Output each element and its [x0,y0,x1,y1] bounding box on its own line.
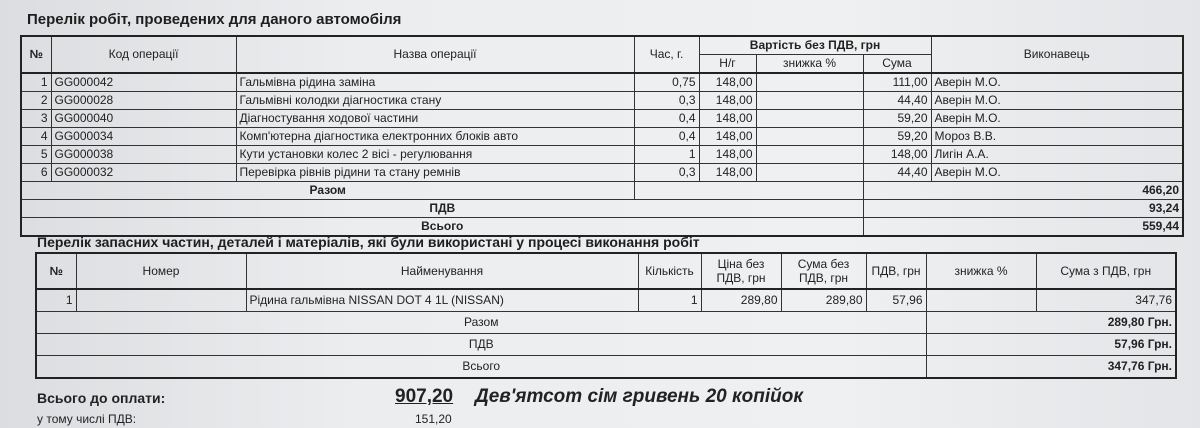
total-label: Всього до оплати: [37,390,166,406]
totals-row [36,356,1176,379]
totals-row [36,312,1176,334]
cell-sum: 111,00 [863,73,931,92]
totals-value: 289,80 Грн. [926,312,1176,334]
cell-qty: 1 [638,289,701,312]
header-num: № [21,36,51,73]
cell-num: 2 [21,92,51,110]
cell-num: 6 [21,164,51,182]
cell-performer: Аверін М.О. [931,110,1183,128]
header-code: Код операції [51,36,236,73]
table-row [21,73,1183,92]
header-qty: Кількість [638,253,701,289]
totals-label: ПДВ [36,334,926,356]
cell-num: 5 [21,146,51,164]
cell-name: Рідина гальмівна NISSAN DOT 4 1L (NISSAN) [246,289,638,312]
header-price: Ціна без ПДВ, грн [701,253,781,289]
cell-rate: 148,00 [699,73,756,92]
totals-label: Разом [21,182,634,200]
cell-sum: 148,00 [863,146,931,164]
cell-performer: Аверін М.О. [931,164,1183,182]
cell-num: 4 [21,128,51,146]
totals-label: Разом [36,312,926,334]
cell-hours: 0,3 [634,164,699,182]
table-row [21,146,1183,164]
parts-title: Перелік запасних частин, деталей і матеріалів, які були використані у процесі виконання робіт [37,234,700,250]
total-words: Дев'ятсот сім гривень 20 копійок [475,386,803,407]
totals-label: ПДВ [21,200,863,218]
works-title: Перелік робіт, проведених для даного автомобіля [27,11,402,28]
totals-row [21,200,1183,218]
totals-value: 93,24 [863,200,1183,218]
header-discount: знижка % [926,253,1036,289]
cell-code: GG000038 [51,146,236,164]
cell-hours: 1 [634,146,699,164]
table-row [21,110,1183,128]
cell-code: GG000034 [51,128,236,146]
cell-name: Комп'ютерна діагностика електронних блоків авто [236,128,634,146]
header-number: Номер [76,253,246,289]
empty-cell [634,182,863,200]
cell-num: 1 [21,73,51,92]
cell-price: 289,80 [701,289,781,312]
cell-discount [756,164,863,182]
cell-hours: 0,4 [634,128,699,146]
header-sum: Сума [863,55,931,74]
cell-code: GG000040 [51,110,236,128]
cell-sum: 44,40 [863,92,931,110]
cell-hours: 0,4 [634,110,699,128]
cell-sum_vat: 347,76 [1036,289,1176,312]
cell-num: 1 [36,289,76,312]
totals-value: 466,20 [863,182,1183,200]
cell-code: GG000028 [51,92,236,110]
totals-row [21,182,1183,200]
header-discount: знижка % [756,55,863,74]
totals-value: 57,96 Грн. [926,334,1176,356]
header-cost-group: Вартість без ПДВ, грн [699,36,931,55]
cell-rate: 148,00 [699,164,756,182]
cell-performer: Лигін А.А. [931,146,1183,164]
vat-label: у тому числі ПДВ: [37,412,137,426]
cell-sum: 44,40 [863,164,931,182]
header-vat: ПДВ, грн [866,253,926,289]
table-row [21,164,1183,182]
cell-number [76,289,246,312]
table-row [21,128,1183,146]
header-sum: Сума без ПДВ, грн [781,253,866,289]
cell-discount [756,92,863,110]
cell-sum: 59,20 [863,110,931,128]
cell-performer: Мороз В.В. [931,128,1183,146]
cell-name: Гальмівні колодки діагностика стану [236,92,634,110]
cell-discount [926,289,1036,312]
table-row [21,92,1183,110]
cell-sum: 59,20 [863,128,931,146]
totals-value: 347,76 Грн. [926,356,1176,379]
header-rate: Н/г [699,55,756,74]
header-name: Назва операції [236,36,634,73]
header-name: Найменування [246,253,638,289]
totals-row [36,334,1176,356]
cell-discount [756,146,863,164]
cell-name: Діагностування ходової частини [236,110,634,128]
total-value: 907,20 [395,386,454,407]
cell-num: 3 [21,110,51,128]
cell-rate: 148,00 [699,110,756,128]
cell-discount [756,128,863,146]
cell-name: Гальмівна рідина заміна [236,73,634,92]
cell-code: GG000042 [51,73,236,92]
table-row [36,289,1176,312]
parts-table [35,252,1177,379]
cell-name: Кути установки колес 2 вісі - регулювання [236,146,634,164]
cell-name: Перевірка рівнів рідини та стану ремнів [236,164,634,182]
cell-vat: 57,96 [866,289,926,312]
vat-value: 151,20 [415,412,452,426]
totals-label: Всього [36,356,926,379]
cell-performer: Аверін М.О. [931,92,1183,110]
cell-rate: 148,00 [699,146,756,164]
totals-label: Всього [21,218,863,237]
cell-hours: 0,3 [634,92,699,110]
cell-hours: 0,75 [634,73,699,92]
cell-discount [756,73,863,92]
cell-discount [756,110,863,128]
cell-sum: 289,80 [781,289,866,312]
works-table [20,35,1184,237]
header-hours: Час, г. [634,36,699,73]
cell-rate: 148,00 [699,92,756,110]
cell-performer: Аверін М.О. [931,73,1183,92]
cell-code: GG000032 [51,164,236,182]
header-sum-vat: Сума з ПДВ, грн [1036,253,1176,289]
totals-value: 559,44 [863,218,1183,237]
header-num: № [36,253,76,289]
header-performer: Виконавець [931,36,1183,73]
cell-rate: 148,00 [699,128,756,146]
